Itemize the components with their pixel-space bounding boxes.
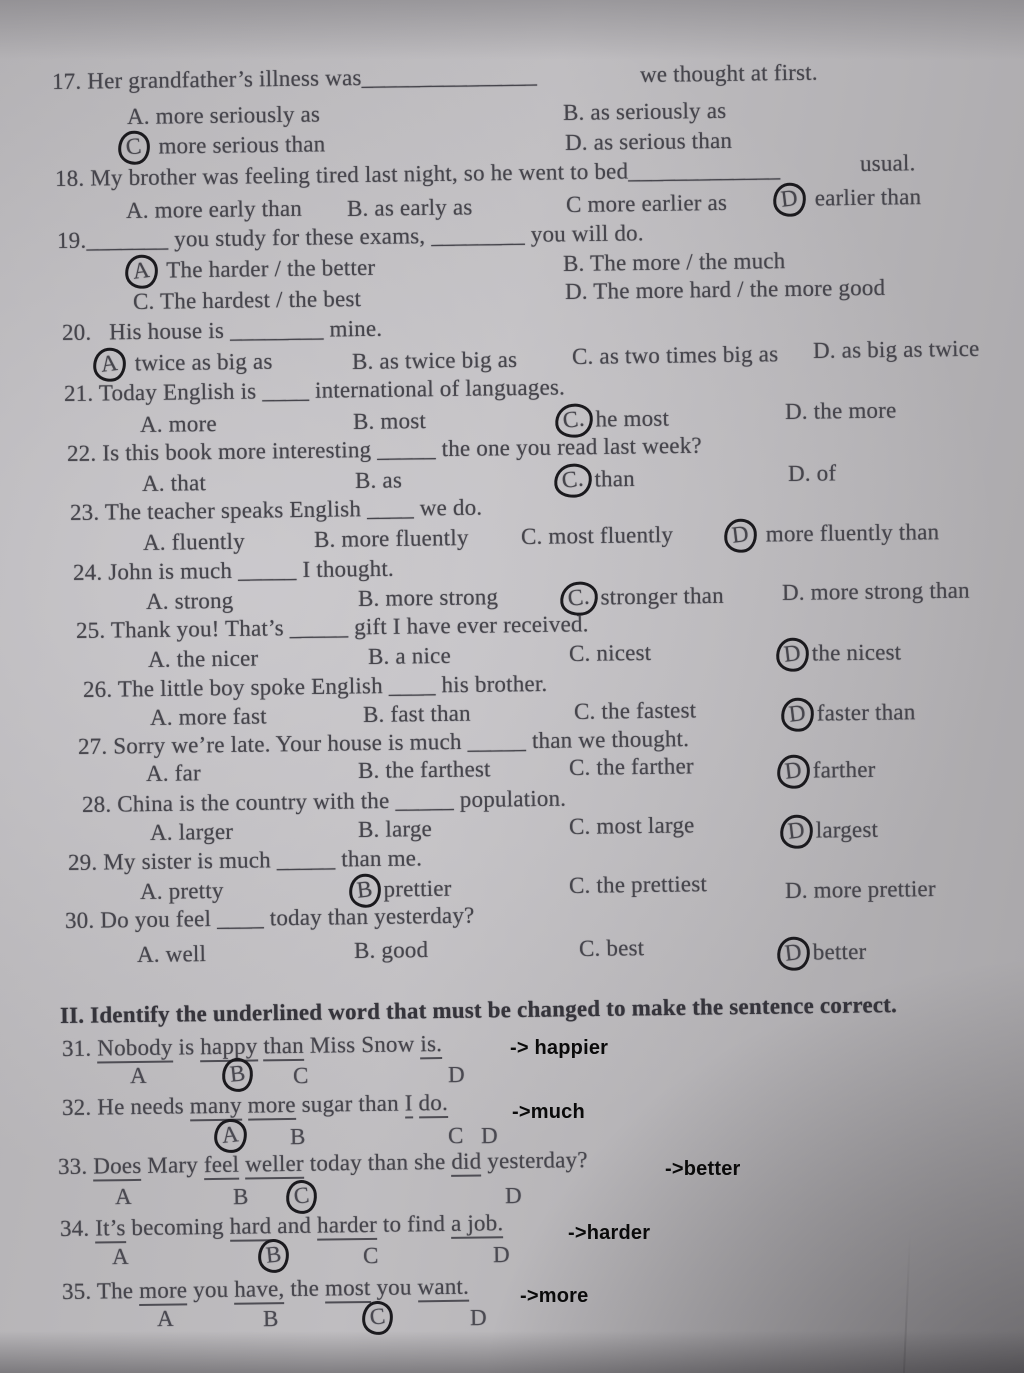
q32-correction-annotation: ->much <box>512 1101 585 1123</box>
underlined-word: It’s <box>95 1215 126 1243</box>
underlined-word: most <box>325 1275 371 1304</box>
answer-circle-q28: D <box>778 813 815 850</box>
answer-circle-q35: C <box>360 1299 395 1336</box>
q34-choice-d: D <box>492 1241 510 1268</box>
q31-choice-d: D <box>447 1061 465 1088</box>
q33-sentence: 33. Does Mary feel weller today than she did yesterday? <box>58 1147 588 1180</box>
answer-circle-q25: D <box>774 636 811 673</box>
q35-choice-a: A <box>156 1305 174 1332</box>
q20-option-c: C. as two times big as <box>571 341 779 369</box>
q35-choice-d: D <box>469 1304 487 1331</box>
q28-option-a: A. larger <box>149 818 234 845</box>
q33-choice-d: D <box>504 1182 522 1209</box>
q25-option-a: A. the nicer <box>147 645 259 672</box>
underlined-word: have, <box>234 1276 285 1305</box>
q18-question-tail: usual. <box>859 150 916 176</box>
q24-option-a: A. strong <box>145 587 234 614</box>
answer-circle-q19: A <box>123 253 160 290</box>
q27-option-c: C. the farther <box>568 753 694 780</box>
q23-option-b: B. more fluently <box>313 524 469 552</box>
q24-option-b: B. more strong <box>357 584 499 611</box>
q29-option-c: C. the prettiest <box>568 871 708 898</box>
q20-option-b: B. as twice big as <box>351 346 518 374</box>
q19-question-text: 19._______ you study for these exams, ________ you will do. <box>56 220 644 253</box>
underlined-word: more <box>139 1277 187 1306</box>
q25-question-text: 25. Thank you! That’s _____ gift I have ever received. <box>75 611 589 643</box>
q35-choice-b: B <box>262 1305 279 1332</box>
q21-option-c: C. he most <box>557 406 669 433</box>
q20-question-text: 20. His house is ________ mine. <box>61 315 383 345</box>
answer-circle-q26: D <box>779 696 816 733</box>
q30-option-a: A. well <box>136 941 207 967</box>
answer-circle-q30: D <box>775 935 812 972</box>
q33-choice-b: B <box>232 1183 249 1210</box>
q23-option-c: C. most fluently <box>520 522 674 549</box>
q35-correction-annotation: ->more <box>520 1285 589 1307</box>
q30-option-c: C. best <box>578 935 645 961</box>
underlined-word: happy <box>200 1033 258 1062</box>
q34-choice-a: A <box>111 1243 129 1270</box>
q23-option-d: D more fluently than <box>726 519 940 548</box>
q23-option-a: A. fluently <box>142 528 246 555</box>
q18-option-d: D earlier than <box>775 184 922 212</box>
q28-option-d: D largest <box>782 817 878 844</box>
q28-question-text: 28. China is the country with the _____ population. <box>81 785 567 817</box>
q29-question-text: 29. My sister is much _____ than me. <box>67 845 423 875</box>
underlined-word: Does <box>93 1153 141 1182</box>
q18-option-c: C more earlier as <box>565 189 728 217</box>
q18-option-a: A. more early than <box>125 195 303 223</box>
q24-option-d: D. more strong than <box>781 577 970 605</box>
q21-option-d: D. the more <box>784 397 897 424</box>
q27-option-a: A. far <box>145 760 201 786</box>
q21-option-b: B. most <box>352 408 427 434</box>
q22-option-a: A. that <box>141 470 207 496</box>
q21-option-a: A. more <box>139 410 217 437</box>
q27-question-text: 27. Sorry we’re late. Your house is much _____ than we thought. <box>77 726 690 759</box>
answer-circle-q17: C <box>116 129 151 166</box>
q30-option-d: D better <box>779 939 867 966</box>
underlined-word: do. <box>418 1090 448 1118</box>
q33-choice-a: A <box>114 1183 132 1210</box>
underlined-word: more <box>247 1092 295 1121</box>
q17-option-a: A. more seriously as <box>126 101 321 129</box>
q31-sentence: 31. Nobody is happy than Miss Snow is. <box>62 1031 442 1062</box>
q30-option-b: B. good <box>353 937 429 963</box>
q27-option-d: D farther <box>779 757 876 784</box>
answer-circle-q32: A <box>212 1117 248 1154</box>
q19-option-d: D. The more hard / the more good <box>564 274 886 304</box>
q34-sentence: 34. It’s becoming hard and harder to find a job. <box>60 1210 504 1242</box>
answer-circle-q20: A <box>91 346 128 383</box>
q24-option-c: C. stronger than <box>562 583 724 611</box>
q32-choice-b: B <box>289 1123 306 1150</box>
q29-option-b: B prettier <box>351 876 452 903</box>
q20-option-d: D. as big as twice <box>812 335 980 363</box>
answer-circle-q27: D <box>775 753 812 790</box>
q24-question-text: 24. John is much _____ I thought. <box>72 555 395 585</box>
underlined-word: Nobody <box>97 1035 173 1064</box>
answer-circle-q33: C <box>284 1178 319 1215</box>
q34-correction-annotation: ->harder <box>568 1222 651 1244</box>
answer-circle-q29: B <box>347 872 382 909</box>
underlined-word: want. <box>417 1274 469 1303</box>
q26-option-a: A. more fast <box>149 703 267 730</box>
q23-question-text: 23. The teacher speaks English ____ we do. <box>69 494 483 525</box>
q17-option-c: C more serious than <box>120 131 326 159</box>
q31-correction-annotation: -> happier <box>510 1037 609 1059</box>
q19-option-b: B. The more / the much <box>562 248 786 276</box>
q26-question-text: 26. The little boy spoke English ____ his brother. <box>82 670 548 702</box>
answer-circle-q34: B <box>256 1237 291 1274</box>
q25-option-b: B. a nice <box>367 642 452 669</box>
q31-choice-a: A <box>129 1062 147 1089</box>
q19-option-c: C. The hardest / the best <box>132 286 362 314</box>
q33-correction-annotation: ->better <box>665 1158 741 1180</box>
section-2-header: II. Identify the underlined word that must be changed to make the sentence correct. <box>59 992 898 1028</box>
q29-option-d: D. more prettier <box>784 876 936 903</box>
q28-option-b: B. large <box>357 816 433 842</box>
q18-question-text: 18. My brother was feeling tired last night, so he went to bed_____________ <box>54 156 781 191</box>
q22-option-d: D. of <box>787 460 837 486</box>
q17-option-b: B. as seriously as <box>562 97 727 125</box>
q27-option-b: B. the farthest <box>357 756 491 783</box>
answer-circle-q31: B <box>220 1056 255 1093</box>
underlined-word: than <box>263 1033 304 1062</box>
underlined-word: a job. <box>451 1210 504 1239</box>
q30-question-text: 30. Do you feel ____ today than yesterday? <box>64 902 475 933</box>
q32-choice-c: C <box>447 1122 464 1149</box>
q17-option-d: D. as serious than <box>564 127 733 155</box>
q17-question-tail: we thought at first. <box>639 59 818 87</box>
q22-option-b: B. as <box>354 467 403 493</box>
q20-option-a: A twice as big as <box>95 349 273 377</box>
q26-option-b: B. fast than <box>362 700 471 727</box>
q25-option-c: C. nicest <box>568 639 652 666</box>
q22-question-text: 22. Is this book more interesting _____ the one you read last week? <box>66 432 703 466</box>
underlined-word: weller <box>245 1151 304 1180</box>
underlined-word: hard <box>230 1213 272 1242</box>
answer-circle-q24: C. <box>558 580 599 618</box>
underlined-word: is. <box>420 1031 442 1059</box>
underlined-word: harder <box>317 1212 377 1241</box>
q35-sentence: 35. The more you have, the most you want. <box>61 1273 470 1304</box>
answer-circle-q21: C. <box>553 402 594 440</box>
q32-sentence: 32. He needs many more sugar than I do. <box>61 1089 449 1120</box>
q22-option-c: C. than <box>556 466 635 493</box>
paper-crease <box>903 1233 911 1373</box>
q21-question-text: 21. Today English is ____ international of languages. <box>63 374 566 406</box>
q32-choice-d: D <box>480 1122 498 1149</box>
q28-option-c: C. most large <box>568 812 695 839</box>
underlined-word: I <box>405 1090 413 1118</box>
q31-choice-c: C <box>292 1062 309 1089</box>
q26-option-d: D faster than <box>783 699 916 726</box>
q19-option-a: A The harder / the better <box>127 255 376 284</box>
underlined-word: feel <box>204 1152 240 1180</box>
answer-circle-q18: D <box>771 181 808 218</box>
answer-circle-q23: D <box>722 517 759 554</box>
q26-option-c: C. the fastest <box>573 697 697 724</box>
q18-option-b: B. as early as <box>346 194 473 221</box>
underlined-word: did <box>451 1148 481 1176</box>
q34-choice-c: C <box>362 1242 379 1269</box>
answer-circle-q22: C. <box>552 462 593 500</box>
q29-option-a: A. pretty <box>139 877 224 904</box>
q17-question-text: 17. Her grandfather’s illness was_______________ <box>51 62 538 94</box>
q25-option-d: D the nicest <box>778 639 902 666</box>
underlined-word: many <box>190 1093 242 1122</box>
